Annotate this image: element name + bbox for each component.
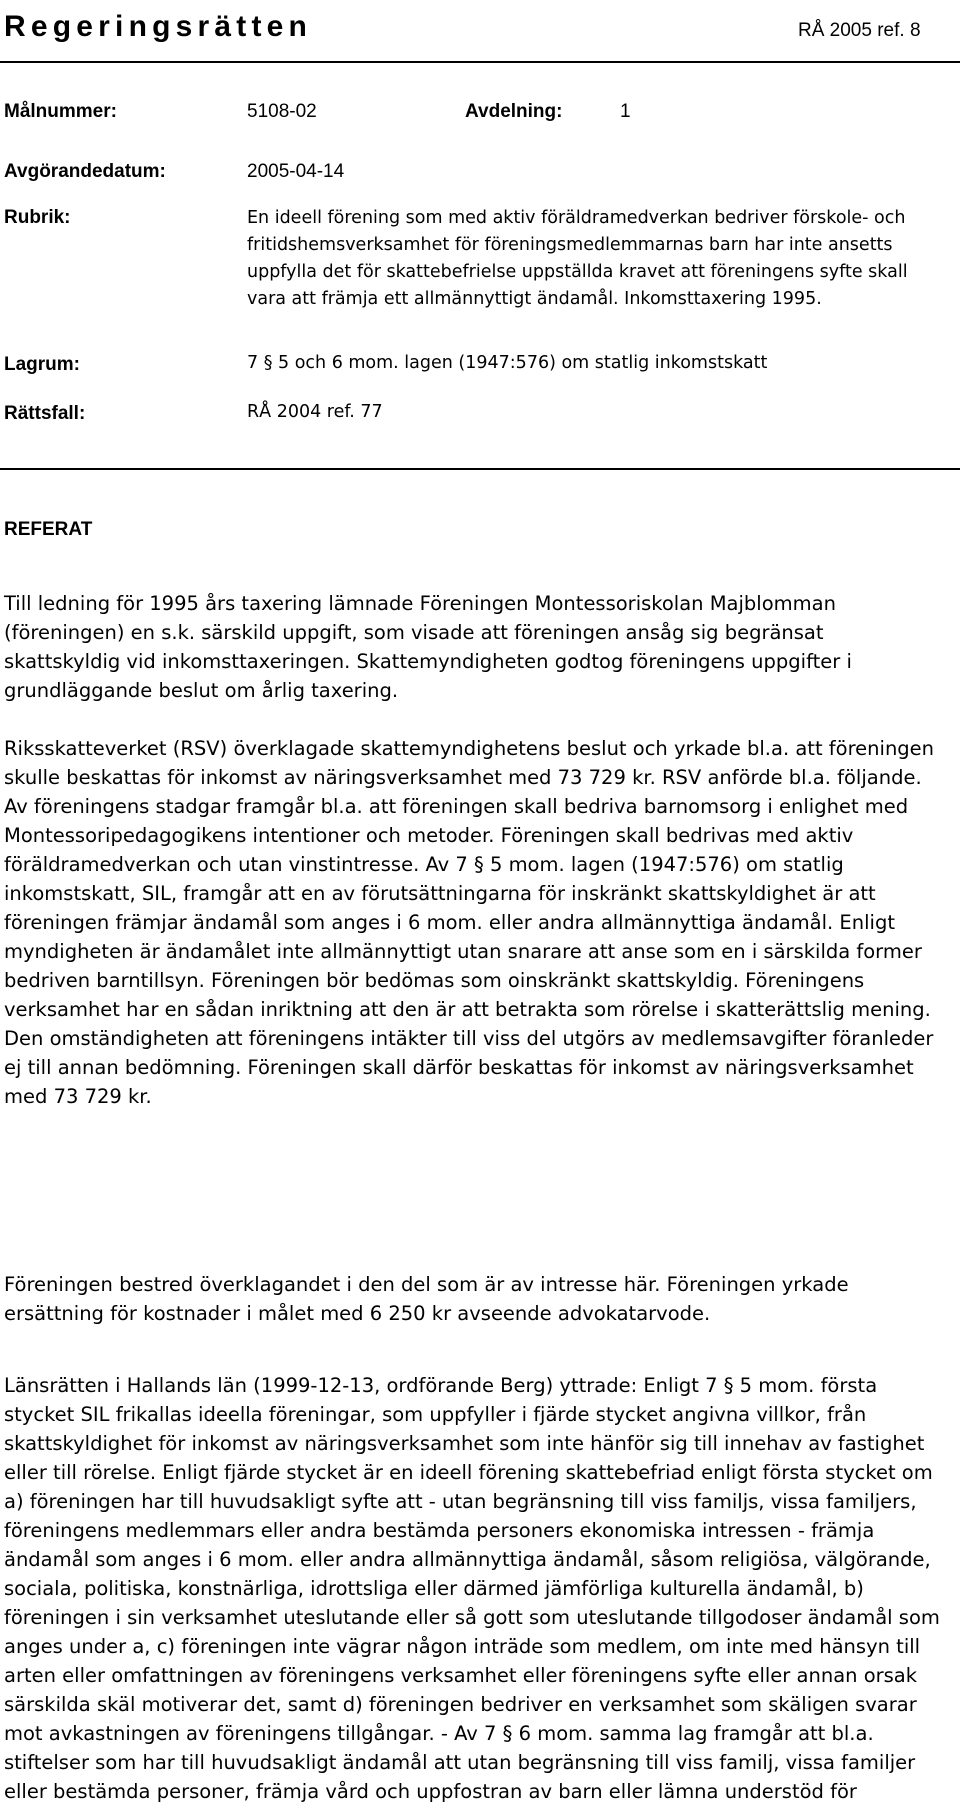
lagrum-label: Lagrum: [4,354,80,375]
avgorandedatum-value: 2005-04-14 [247,161,345,182]
malnummer-label: Målnummer: [4,101,117,122]
header-divider [0,61,960,63]
referat-heading: REFERAT [4,519,93,540]
section-divider [0,468,960,470]
referat-paragraph: Till ledning för 1995 års taxering lämnade Föreningen Montessoriskolan Majblomman (föreningen) en s.k. särskild uppgift, som visade att föreningen ansåg sig begränsat skattskyldig vid inkomsttaxeringen. Skattemyndigheten godtog föreningens uppgifter i grundläggande beslut om årlig taxering. [4,592,852,702]
court-title: Regeringsrätten [4,10,313,43]
rattsfall-value: RÅ 2004 ref. 77 [247,402,383,422]
malnummer-value: 5108-02 [247,101,317,122]
rubrik-text: En ideell förening som med aktiv föräldramedverkan bedriver förskole- och fritidshemsverksamhet för föreningsmedlemmarnas barn har inte ansetts uppfylla det för skattebefrielse uppställda kravet att föreningens syfte skall vara att främja ett allmännyttigt ändamål. Inkomsttaxering 1995. [247,208,908,309]
referat-paragraph: Riksskatteverket (RSV) överklagade skattemyndighetens beslut och yrkade bl.a. att föreningen skulle beskattas för inkomst av näringsverksamhet med 73 729 kr. RSV anförde bl.a. följande. Av föreningens stadgar framgår bl.a. att föreningen skall bedriva barnomsorg i enlighet med Montessoripedagogikens intentioner och metoder. Föreningen skall bedrivas med aktiv föräldramedverkan och utan vinstintresse. Av 7 § 5 mom. lagen (1947:576) om statlig inkomstskatt, SIL, framgår att en av förutsättningarna för inskränkt skattskyldighet är att föreningen främjar ändamål som anges i 6 mom. eller andra allmännyttiga ändamål. Enligt myndigheten är ändamålet inte allmännyttigt utan snarare att anse som en i särskilda former bedriven barntillsyn. Föreningen bör bedömas som oinskränkt skattskyldig. Föreningens verksamhet har en sådan inriktning att den är att betrakta som rörelse i skatterättslig mening. Den omständigheten att föreningens intäkter till viss del utgörs av medlemsavgifter föranleder ej till annan bedömning. Föreningen skall därför beskattas för inkomst av näringsverksamhet med 73 729 kr. [4,737,935,1108]
avdelning-label: Avdelning: [465,101,563,122]
referat-paragraph: Föreningen bestred överklagandet i den del som är av intresse här. Föreningen yrkade ersättning för kostnader i målet med 6 250 kr avseende advokatarvode. [4,1273,849,1325]
lagrum-value: 7 § 5 och 6 mom. lagen (1947:576) om statlig inkomstskatt [247,353,768,373]
referat-paragraph: Länsrätten i Hallands län (1999-12-13, ordförande Berg) yttrade: Enligt 7 § 5 mom. första stycket SIL frikallas ideella föreningar, som uppfyller i fjärde stycket angivna villkor, från skattskyldighet för inkomst av näringsverksamhet som inte hänför sig till innehav av fastighet eller till rörelse. Enligt fjärde stycket är en ideell förening skattebefriad enligt första stycket om a) föreningen har till huvudsakligt syfte att - utan begränsning till viss familjs, vissa familjers, föreningens medlemmars eller andra bestämda personers ekonomiska intressen - främja ändamål som anges i 6 mom. eller andra allmännyttiga ändamål, såsom religiösa, välgörande, sociala, politiska, konstnärliga, idrottsliga eller därmed jämförliga kulturella ändamål, b) föreningen i sin verksamhet uteslutande eller så gott som uteslutande tillgodoser ändamål som anges under a, c) föreningen inte vägrar någon inträde som medlem, om inte med hänsyn till arten eller omfattningen av föreningens verksamhet eller föreningens syfte eller annan orsak särskilda skäl motiverar det, samt d) föreningen bedriver en verksamhet som skäligen svarar mot avkastningen av föreningens tillgångar. - Av 7 § 6 mom. samma lag framgår att bl.a. stiftelser som har till huvudsakligt ändamål att utan begränsning till viss familj, vissa familjer eller bestämda personer, främja vård och uppfostran av barn eller lämna understöd för [4,1374,940,1803]
avdelning-value: 1 [620,101,631,122]
rubrik-label: Rubrik: [4,207,71,228]
case-reference: RÅ 2005 ref. 8 [798,20,921,41]
rattsfall-label: Rättsfall: [4,403,86,424]
avgorandedatum-label: Avgörandedatum: [4,161,166,182]
